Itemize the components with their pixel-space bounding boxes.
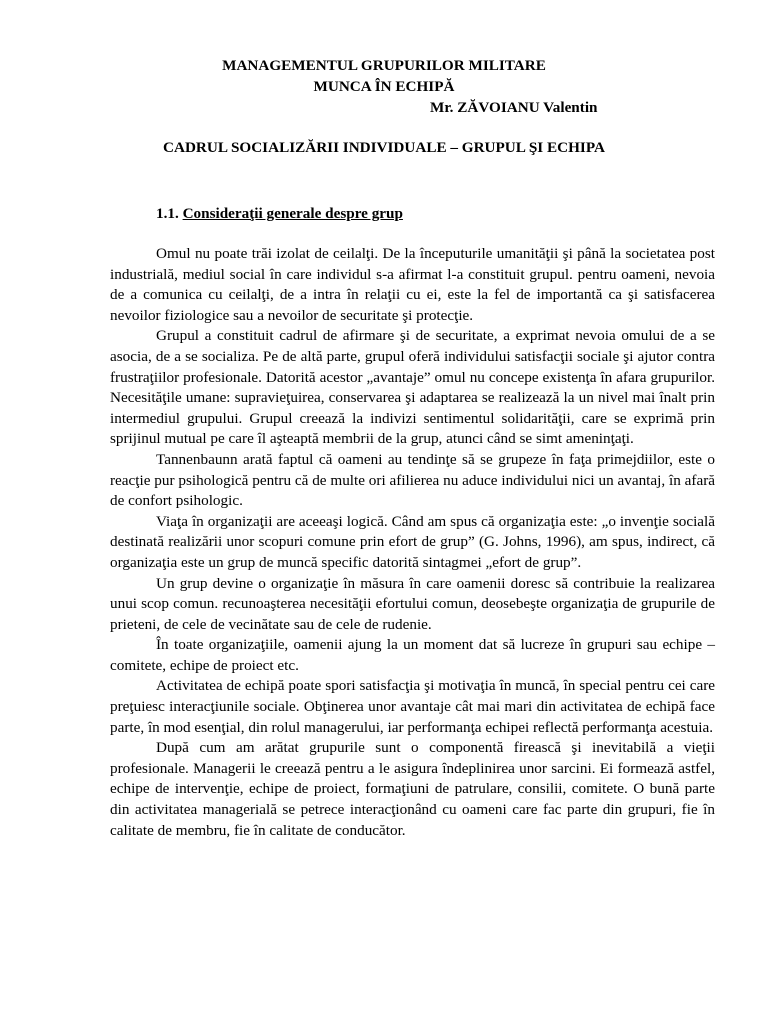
document-subtitle: MUNCA ÎN ECHIPĂ	[313, 78, 455, 95]
section-title: Consideraţii generale despre grup	[182, 205, 403, 222]
section-heading	[156, 204, 403, 225]
chapter-title: CADRUL SOCIALIZĂRII INDIVIDUALE – GRUPUL ŞI ECHIPA	[163, 139, 605, 156]
paragraph: Viaţa în organizaţii are aceeaşi logică. Când am spus că organizaţia este: „o invenţie socială destinată realizării unor scopuri comune prin efort de grup” (G. Johns, 1996), am spus, indirect, că organizaţia este un grup de muncă specific datorită sintagmei „efort de grup”.	[110, 512, 715, 571]
body-text	[110, 244, 715, 841]
document-title: MANAGEMENTUL GRUPURILOR MILITARE	[222, 57, 546, 74]
author-name: Mr. ZĂVOIANU Valentin	[430, 99, 598, 116]
paragraph: Tannenbaunn arată faptul că oameni au tendinţe să se grupeze în faţa primejdiilor, este o reacţie pur psihologică pentru că de multe ori afilierea nu aduce individului nici un avantaj, în afară de confort psihologic.	[110, 450, 715, 510]
paragraph: Activitatea de echipă poate spori satisfacţia şi motivaţia în muncă, în special pentru cei care preţuiesc interacţiunile sociale. Obţinerea unor avantaje cât mai mari din activitatea de echipă face parte, în mod esenţial, din rolul managerului, iar performanţa echipei reflectă performanţa acestuia.	[110, 677, 715, 736]
paragraph: Omul nu poate trăi izolat de ceilalţi. De la începuturile umanităţii şi până la societatea post industrială, mediul social în care individul s-a afirmat l-a constituit grupul. pentru oameni, nevoia de a comunica cu ceilalţi, de a intra în relaţii cu ei, este la fel de importantă ca şi satisfacerea nevoilor fiziologice sau a nevoilor de securitate şi protecţie.	[110, 245, 715, 324]
paragraph: Un grup devine o organizaţie în măsura în care oamenii doresc să contribuie la realizarea unui scop comun. recunoaşterea necesităţii efortului comun, deosebeşte organizaţia de grupurile de prieteni, de cele de vecinătate sau de cele de rudenie.	[110, 574, 715, 633]
paragraph: După cum am arătat grupurile sunt o componentă firească şi inevitabilă a vieţii profesionale. Managerii le creează pentru a le asigura îndeplinirea unor sarcini. Ei formează astfel, echipe de intervenţie, echipe de proiect, formaţiuni de patrulare, consilii, comitete. O bună parte din activitatea managerială se petrece interacţionând cu oameni care fac parte din grupuri, fie în calitate de membru, fie în calitate de conducător.	[110, 739, 715, 839]
section-number: 1.1.	[156, 205, 183, 222]
paragraph: În toate organizaţiile, oamenii ajung la un moment dat să lucreze în grupuri sau echipe – comitete, echipe de proiect etc.	[110, 636, 715, 674]
paragraph: Grupul a constituit cadrul de afirmare şi de securitate, a exprimat nevoia omului de a se asocia, de a se socializa. Pe de altă parte, grupul oferă individului satisfacţii sociale şi ajutor contra frustraţiilor profesionale. Datorită acestor „avantaje” omul nu concepe existenţa în afara grupurilor. Necesităţile umane: supravieţuirea, conservarea şi adaptarea se realizează la un nivel mai înalt prin intermediul grupului. Grupul creează la indivizi sentimentul solidarităţii, care se exprimă prin sprijinul mutual pe care îl aşteaptă membrii de la grup, atunci când se simt ameninţaţi.	[110, 327, 715, 448]
